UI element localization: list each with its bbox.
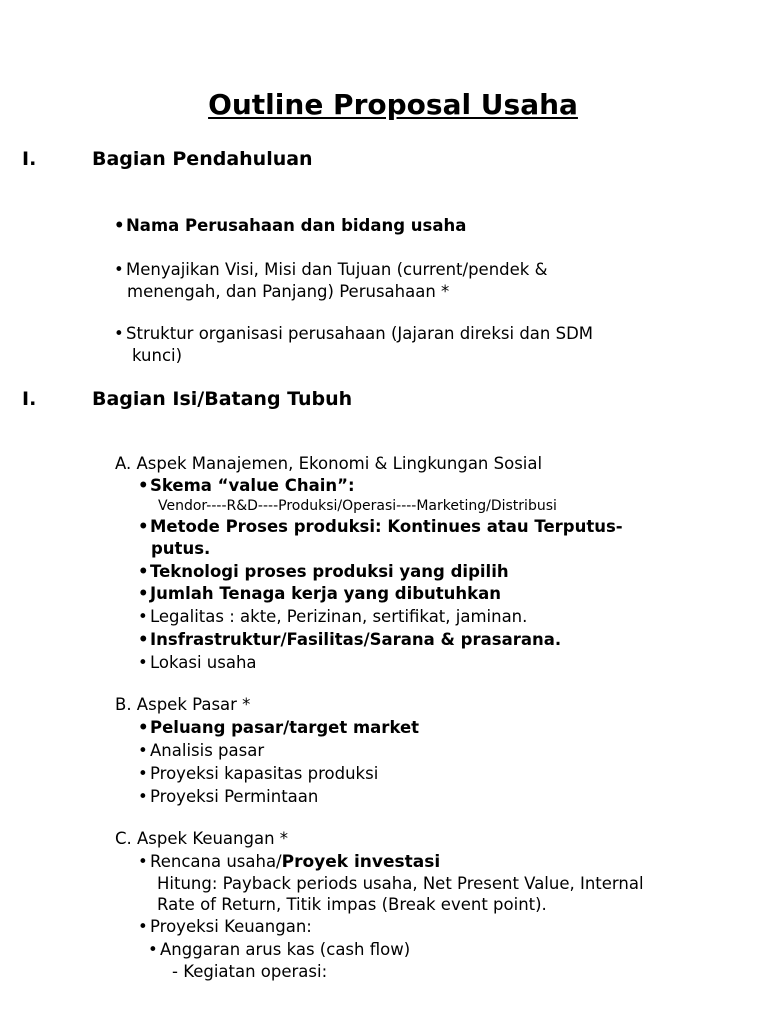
section2-heading: Bagian Isi/Batang Tubuh [92, 388, 353, 410]
list-item: • Anggaran arus kas (cash flow) [148, 940, 411, 959]
list-item: • Rencana usaha/Proyek investasi [138, 852, 441, 872]
list-item: • Proyeksi kapasitas produksi [138, 764, 379, 783]
list-item: •Metode Proses produksi: Kontinues atau Terputus- [138, 517, 623, 536]
bullet: • [138, 917, 148, 936]
bullet: • [138, 562, 149, 581]
bullet: • [138, 517, 149, 536]
bullet: • [138, 607, 148, 626]
bullet: • [114, 216, 125, 235]
subsection-c-heading: C. Aspek Keuangan * [115, 829, 289, 848]
list-item: • Menyajikan Visi, Misi dan Tujuan (current/pendek & [114, 260, 548, 279]
bullet: • [138, 476, 149, 495]
list-item: • Proyeksi Permintaan [138, 787, 319, 806]
list-item: •Skema “value Chain”: [138, 476, 355, 495]
section1-heading: Bagian Pendahuluan [92, 148, 313, 170]
list-item-detail: - Kegiatan operasi: [172, 962, 328, 981]
page-title: Outline Proposal Usaha [208, 88, 578, 121]
list-item-detail: Hitung: Payback periods usaha, Net Present Value, Internal [157, 874, 644, 893]
subsection-b-heading: B. Aspek Pasar * [115, 695, 251, 714]
bullet: • [138, 718, 149, 737]
list-item: •Nama Perusahaan dan bidang usaha [114, 216, 467, 235]
list-item: •Peluang pasar/target market [138, 718, 420, 737]
list-item: • Struktur organisasi perusahaan (Jajaran direksi dan SDM [114, 324, 594, 343]
list-item: • Legalitas : akte, Perizinan, sertifikat, jaminan. [138, 607, 528, 626]
bullet: • [138, 630, 149, 649]
bullet: • [138, 764, 148, 783]
bullet: • [138, 852, 148, 871]
bullet: • [138, 741, 148, 760]
bullet: • [138, 584, 149, 603]
bullet: • [138, 653, 148, 672]
list-item: •Teknologi proses produksi yang dipilih [138, 562, 509, 581]
list-item-continuation: putus. [151, 539, 211, 558]
list-item-continuation: menengah, dan Panjang) Perusahaan * [127, 282, 450, 301]
section1-numeral: I. [22, 148, 37, 170]
value-chain-text: Vendor----R&D----Produksi/Operasi----Marketing/Distribusi [158, 498, 557, 514]
list-item-detail: Rate of Return, Titik impas (Break event point). [157, 895, 547, 914]
bullet: • [148, 940, 158, 959]
subsection-a-heading: A. Aspek Manajemen, Ekonomi & Lingkungan Sosial [115, 454, 543, 473]
bullet: • [138, 787, 148, 806]
bullet: • [114, 324, 124, 343]
list-item: •Insfrastruktur/Fasilitas/Sarana & prasarana. [138, 630, 562, 649]
list-item: •Jumlah Tenaga kerja yang dibutuhkan [138, 584, 502, 603]
bullet: • [114, 260, 124, 279]
list-item: • Analisis pasar [138, 741, 265, 760]
list-item-continuation: kunci) [132, 346, 183, 365]
list-item: • Proyeksi Keuangan: [138, 917, 312, 936]
section2-numeral: I. [22, 388, 37, 410]
list-item: • Lokasi usaha [138, 653, 257, 672]
